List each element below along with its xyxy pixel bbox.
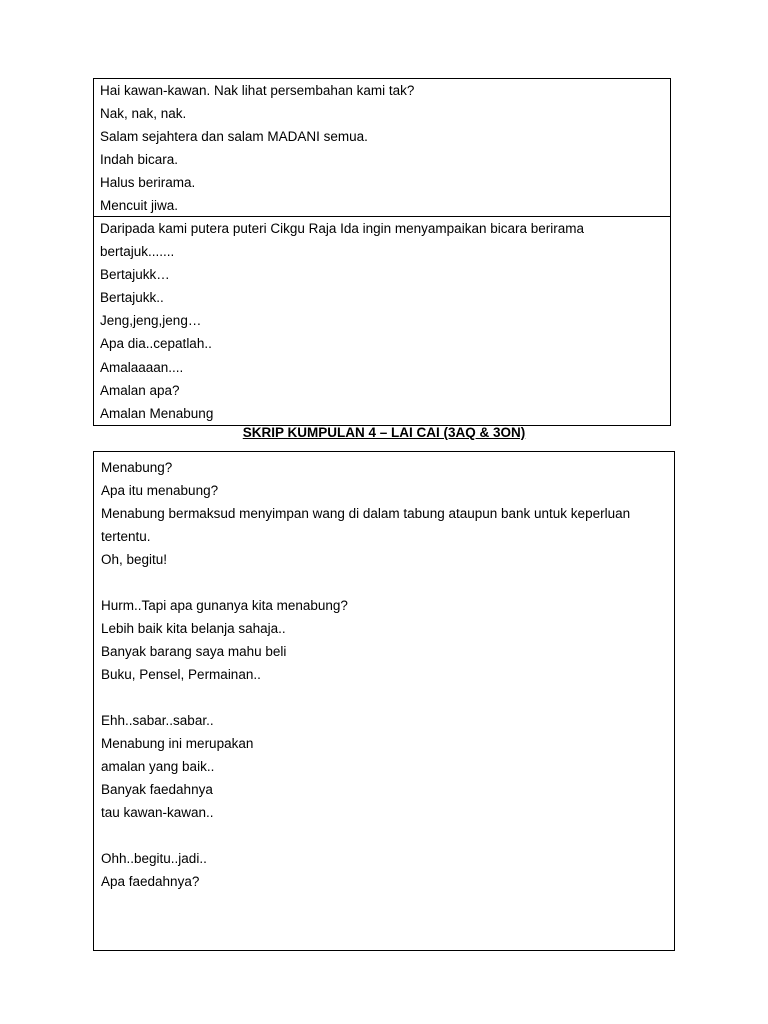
dialogue-line: Oh, begitu! [101,552,168,567]
dialogue-line: Nak, nak, nak. [100,106,187,122]
dialogue-line: amalan yang baik.. [101,759,215,774]
dialogue-line: Amalan apa? [100,382,180,398]
dialogue-line: Apa itu menabung? [101,483,219,498]
dialogue-line: Menabung? [101,460,173,475]
dialogue-line: Hai kawan-kawan. Nak lihat persembahan kami tak? [100,83,415,98]
dialogue-line: Indah bicara. [100,152,179,168]
dialogue-line: Amalaaaan.... [100,359,184,375]
dialogue-line: Halus berirama. [100,175,196,191]
dialogue-line: Buku, Pensel, Permainan.. [101,667,261,682]
dialogue-line: Apa faedahnya? [101,874,200,889]
script-dialogue-box [93,451,675,951]
dialogue-line: Hurm..Tapi apa gunanya kita menabung? [101,598,348,613]
dialogue-line: tertentu. [101,529,151,544]
blank-line [101,824,674,847]
dialogue-line: Menabung ini merupakan [101,736,254,751]
dialogue-line: bertajuk....... [100,244,175,260]
dialogue-line: Jeng,jeng,jeng… [100,313,202,329]
intro-dialogue-box [93,78,671,426]
blank-line [101,686,674,709]
blank-line [101,571,674,594]
dialogue-line: Bertajukk.. [100,290,164,306]
dialogue-line: Menabung bermaksud menyimpan wang di dalam tabung ataupun bank untuk keperluan [101,506,631,521]
dialogue-line: tau kawan-kawan.. [101,805,214,820]
dialogue-line: Amalan Menabung [100,405,214,421]
dialogue-line: Daripada kami putera puteri Cikgu Raja Ida ingin menyampaikan bicara berirama [100,221,584,236]
dialogue-line: Ohh..begitu..jadi.. [101,851,207,866]
dialogue-line: Mencuit jiwa. [100,198,179,214]
intro-greeting-section [94,79,670,216]
dialogue-line: Banyak barang saya mahu beli [101,644,287,659]
dialogue-line: Ehh..sabar..sabar.. [101,713,214,728]
script-title: SKRIP KUMPULAN 4 – LAI CAI (3AQ & 3ON) [242,425,526,440]
dialogue-line: Apa dia..cepatlah.. [100,336,212,352]
dialogue-line: Banyak faedahnya [101,782,213,797]
dialogue-line: Salam sejahtera dan salam MADANI semua. [100,129,368,145]
dialogue-line: Bertajukk… [100,267,170,283]
intro-title-section [94,216,670,425]
dialogue-line: Lebih baik kita belanja sahaja.. [101,621,286,636]
